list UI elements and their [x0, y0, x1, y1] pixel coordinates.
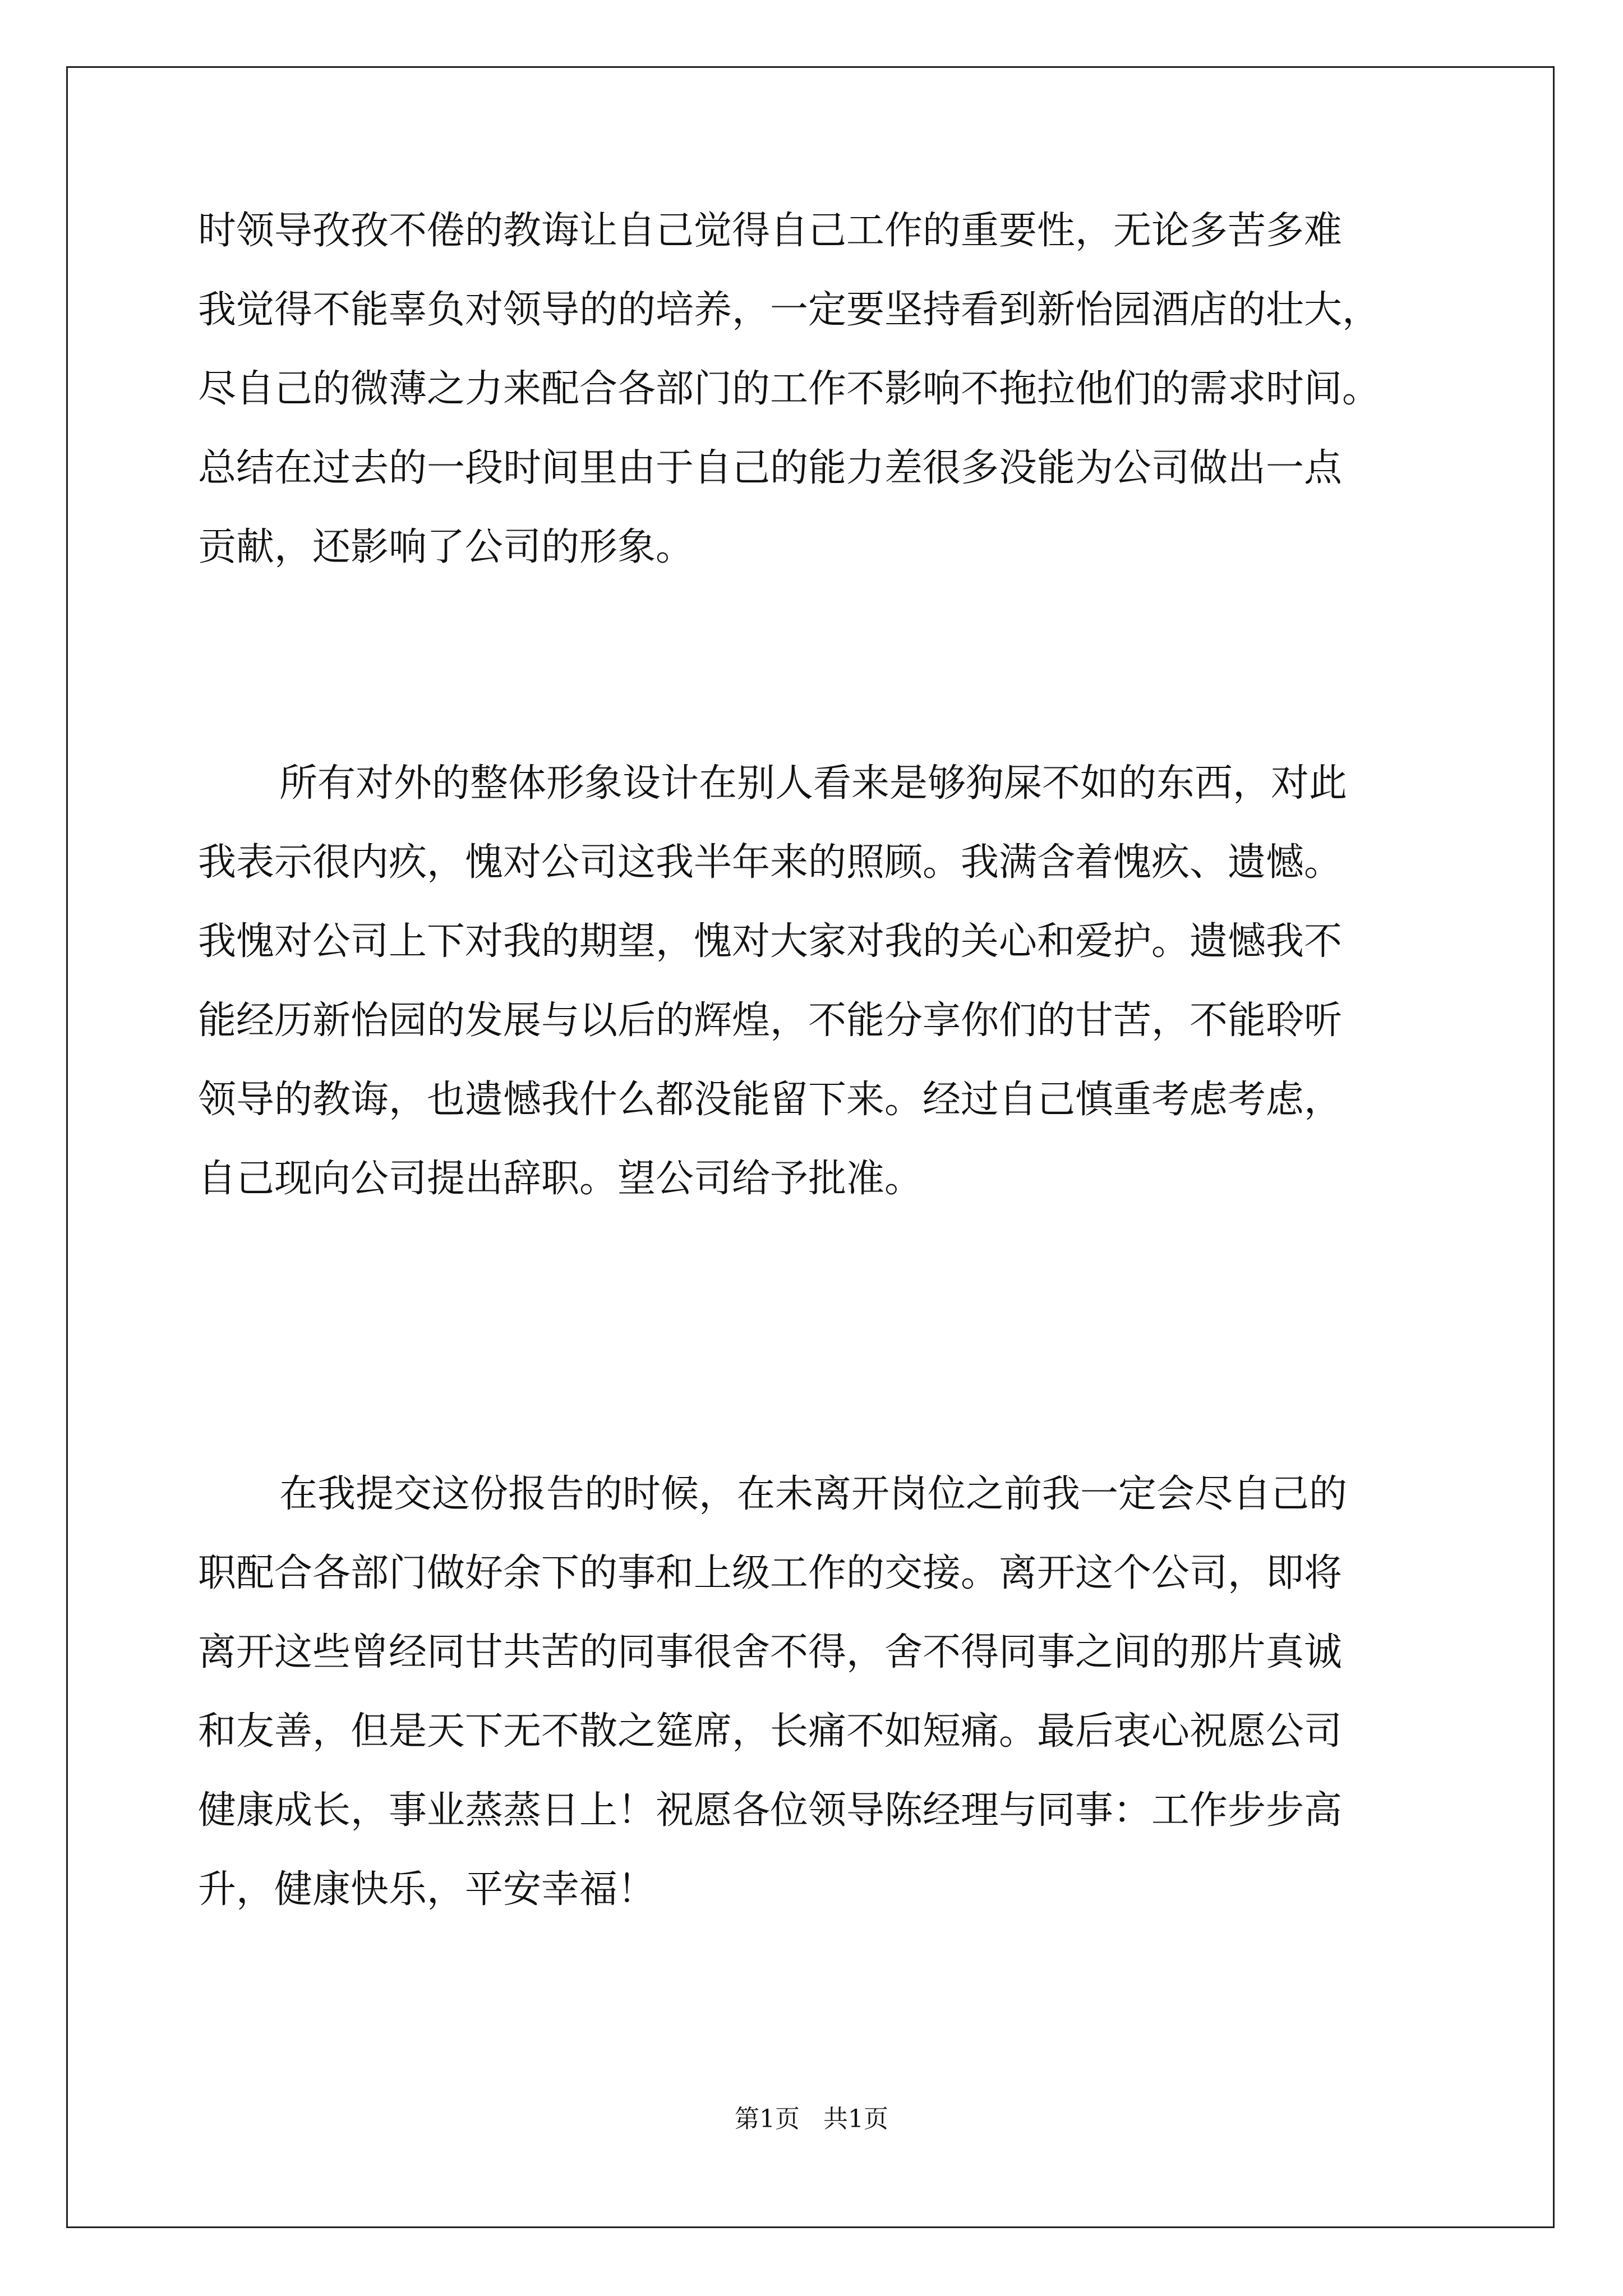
text-line: 和友善，但是天下无不散之筵席，长痛不如短痛。最后衷心祝愿公司 — [198, 1709, 1343, 1754]
paragraph-first-line: 所有对外的整体形象设计在别人看来是够狗屎不如的东西，对此 — [279, 761, 1348, 806]
page-number-footer: 第1页 共1页 — [735, 2105, 888, 2133]
text-line: 领导的教诲，也遗憾我什么都没能留下来。经过自己慎重考虑考虑， — [198, 1078, 1343, 1122]
text-line: 健康成长，事业蒸蒸日上！祝愿各位领导陈经理与同事：工作步步高 — [198, 1788, 1343, 1833]
text-line: 职配合各部门做好余下的事和上级工作的交接。离开这个公司，即将 — [198, 1551, 1343, 1595]
text-line: 总结在过去的一段时间里由于自己的能力差很多没能为公司做出一点 — [198, 446, 1343, 490]
text-line: 时领导孜孜不倦的教诲让自己觉得自己工作的重要性，无论多苦多难 — [198, 209, 1343, 253]
text-line: 贡献，还影响了公司的形象。 — [198, 525, 694, 569]
text-line: 尽自己的微薄之力来配合各部门的工作不影响不拖拉他们的需求时间。 — [198, 367, 1381, 411]
text-line: 我愧对公司上下对我的期望，愧对大家对我的关心和爱护。遗憾我不 — [198, 919, 1343, 964]
text-line: 自己现向公司提出辞职。望公司给予批准。 — [198, 1157, 923, 1201]
paragraph-first-line: 在我提交这份报告的时候，在未离开岗位之前我一定会尽自己的 — [279, 1472, 1348, 1516]
text-line: 离开这些曾经同甘共苦的同事很舍不得，舍不得同事之间的那片真诚 — [198, 1630, 1343, 1674]
text-line: 我觉得不能辜负对领导的的培养，一定要坚持看到新怡园酒店的壮大， — [198, 288, 1381, 332]
text-line: 我表示很内疚，愧对公司这我半年来的照顾。我满含着愧疚、遗憾。 — [198, 840, 1343, 885]
text-line: 升，健康快乐，平安幸福！ — [198, 1867, 656, 1912]
text-line: 能经历新怡园的发展与以后的辉煌，不能分享你们的甘苦，不能聆听 — [198, 999, 1343, 1043]
